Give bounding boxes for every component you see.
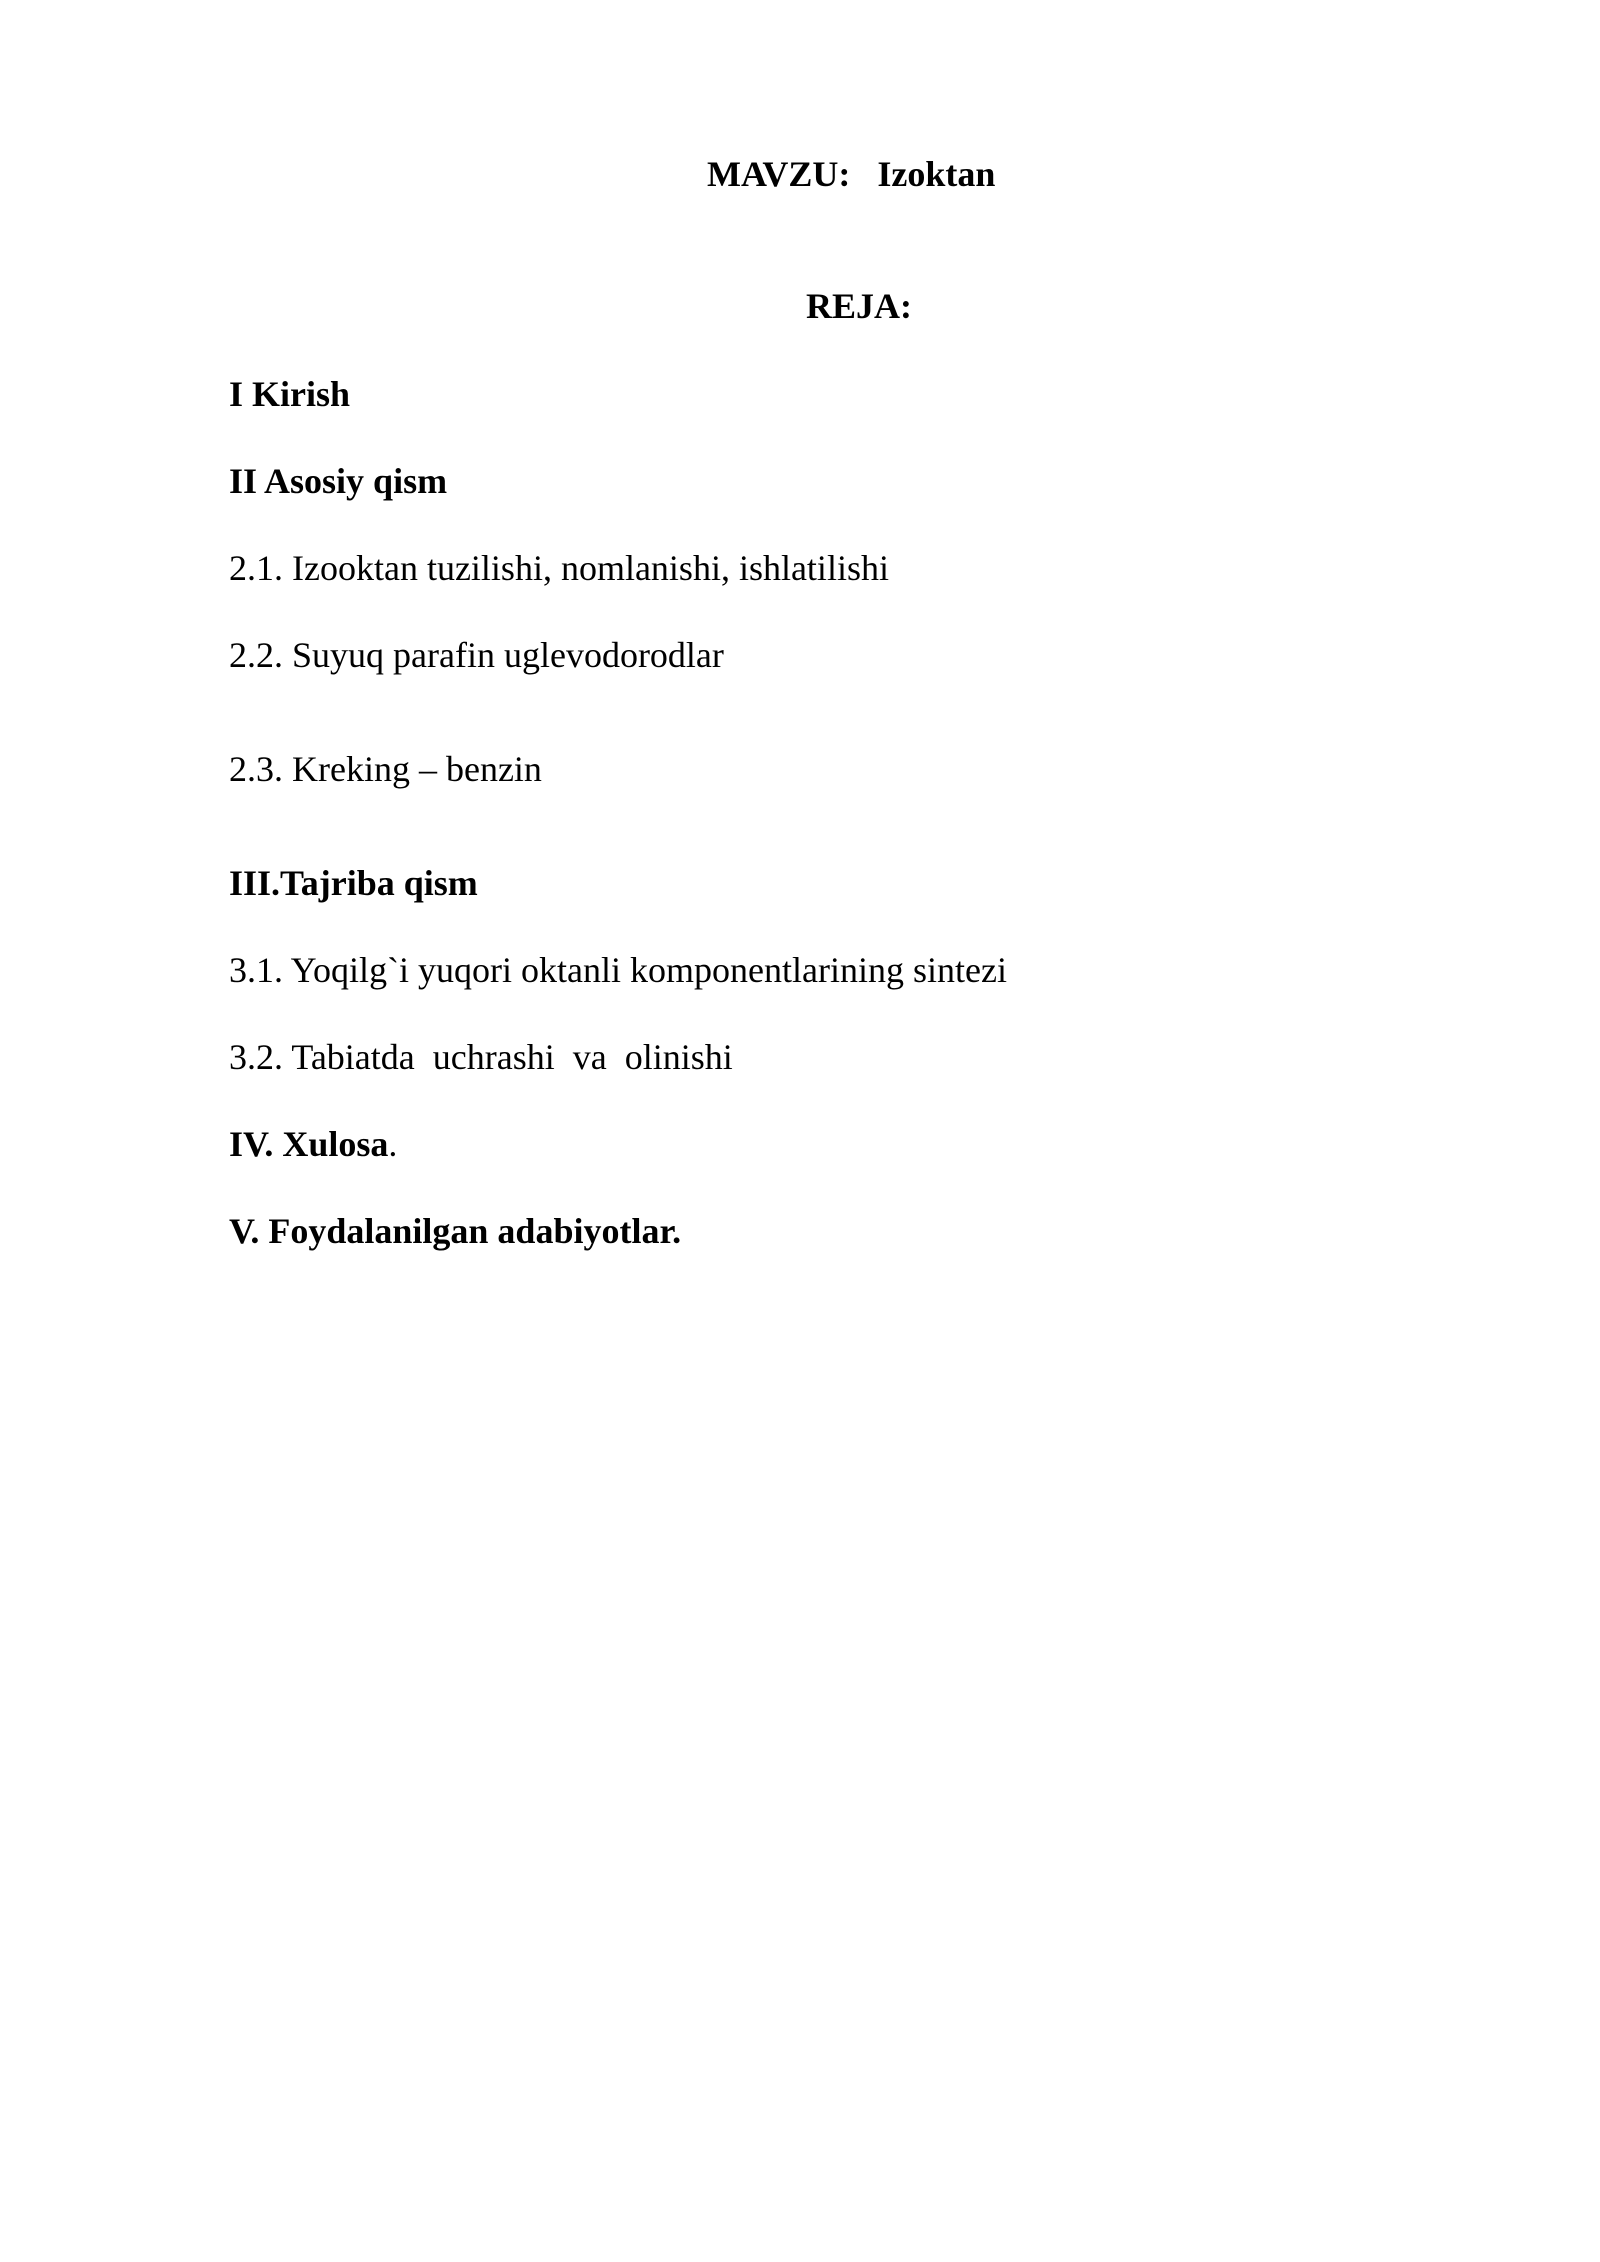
plan-subitem-2-1: 2.1. Izooktan tuzilishi, nomlanishi, ishlatilishi	[229, 548, 889, 588]
conclusion-period: .	[388, 1124, 398, 1164]
plan-subitem-2-3: 2.3. Kreking – benzin	[229, 749, 542, 789]
topic-label: MAVZU:	[707, 154, 851, 194]
plan-subitem-3-1: 3.1. Yoqilg`i yuqori oktanli komponentlarining sintezi	[229, 950, 1007, 990]
plan-heading: REJA:	[806, 286, 912, 326]
plan-item-main-part: II Asosiy qism	[229, 461, 448, 501]
topic-name: Izoktan	[877, 154, 996, 194]
plan-subitem-2-2: 2.2. Suyuq parafin uglevodorodlar	[229, 635, 724, 675]
plan-subitem-3-2: 3.2. Tabiatda uchrashi va olinishi	[229, 1037, 733, 1077]
plan-item-experimental-part: III.Tajriba qism	[229, 863, 478, 903]
plan-item-introduction: I Kirish	[229, 374, 351, 414]
plan-item-references: V. Foydalanilgan adabiyotlar.	[229, 1211, 682, 1251]
topic-title	[707, 152, 995, 196]
plan-item-conclusion	[229, 1122, 397, 1166]
topic-spacer	[850, 154, 877, 194]
conclusion-label: IV. Xulosa	[229, 1124, 389, 1164]
